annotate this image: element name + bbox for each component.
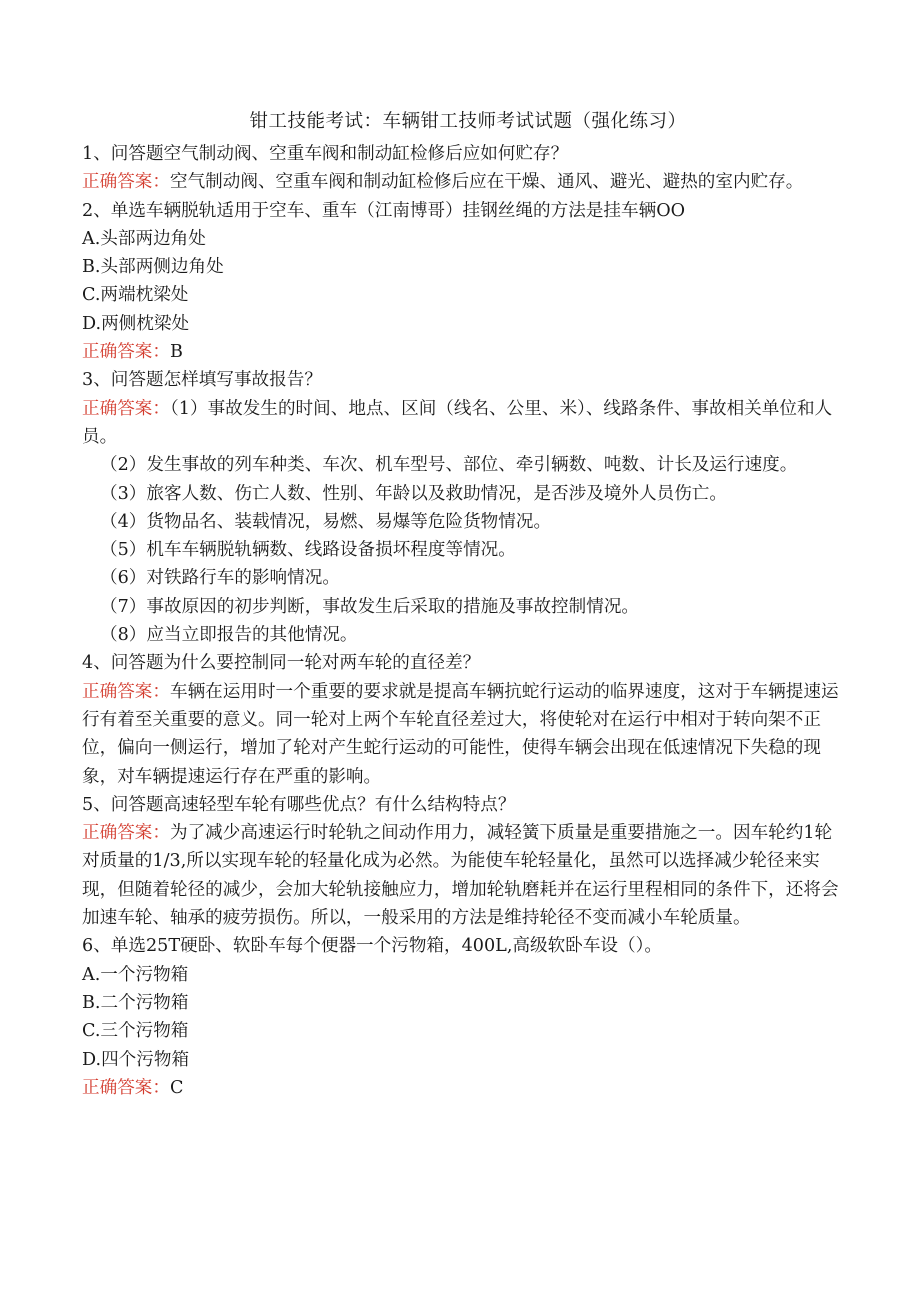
question-3: 3、问答题怎样填写事故报告？ xyxy=(82,370,322,391)
question-6-option-a: A.一个污物箱 xyxy=(82,964,189,985)
answer-6 xyxy=(82,1074,840,1102)
question-2-option-d: D.两侧枕梁处 xyxy=(82,313,190,334)
question-6-option-b: B.二个污物箱 xyxy=(82,992,189,1013)
answer-label: 正确答案： xyxy=(82,342,170,363)
answer-3 xyxy=(82,395,840,452)
answer-3-item-3: （3）旅客人数、伤亡人数、性别、年龄以及救助情况，是否涉及境外人员伤亡。 xyxy=(100,483,727,504)
answer-1 xyxy=(82,168,840,196)
document-title: 钳工技能考试：车辆钳工技师考试试题（强化练习） xyxy=(249,111,687,132)
answer-3-item-8: （8）应当立即报告的其他情况。 xyxy=(100,625,358,646)
question-6: 6、单选25T硬卧、软卧车每个便器一个污物箱，400L,高级软卧车设（）。 xyxy=(82,936,663,957)
answer-label: 正确答案： xyxy=(82,823,170,844)
answer-6-text: C xyxy=(169,1077,184,1098)
question-2-option-a: A.头部两边角处 xyxy=(82,228,206,249)
answer-3-item-4: （4）货物品名、装载情况，易燃、易爆等危险货物情况。 xyxy=(100,511,552,532)
answer-2-text: B xyxy=(169,342,183,363)
answer-label: 正确答案： xyxy=(82,398,170,419)
question-2-option-b: B.头部两侧边角处 xyxy=(82,257,224,278)
answer-5 xyxy=(82,819,840,932)
question-6-option-d: D.四个污物箱 xyxy=(82,1049,190,1070)
answer-4-text: 车辆在运用时一个重要的要求就是提高车辆抗蛇行运动的临界速度，这对于车辆提速运行有着至关重要的意义。同一轮对上两个车轮直径差过大，将使轮对在运行中相对于转向架不正位，偏向一侧运行，增加了轮对产生蛇行运动的可能性，使得车辆会出现在低速情况下失稳的现象，对车辆提速运行存在严重的影响。 xyxy=(82,681,839,787)
question-2: 2、单选车辆脱轨适用于空车、重车（江南博哥）挂钢丝绳的方法是挂车辆OO xyxy=(82,200,686,221)
answer-label: 正确答案： xyxy=(82,681,170,702)
question-6-option-c: C.三个污物箱 xyxy=(82,1021,189,1042)
answer-3-item-6: （6）对铁路行车的影响情况。 xyxy=(100,568,340,589)
question-4: 4、问答题为什么要控制同一轮对两车轮的直径差？ xyxy=(82,653,481,674)
answer-3-text: （1）事故发生的时间、地点、区间（线名、公里、米）、线路条件、事故相关单位和人员。 xyxy=(82,398,833,447)
question-2-option-c: C.两端枕梁处 xyxy=(82,285,189,306)
answer-4 xyxy=(82,678,840,791)
answer-3-item-7: （7）事故原因的初步判断，事故发生后采取的措施及事故控制情况。 xyxy=(100,596,640,617)
document-page xyxy=(82,108,840,1102)
answer-3-item-2: （2）发生事故的列车种类、车次、机车型号、部位、牵引辆数、吨数、计长及运行速度。 xyxy=(100,455,798,476)
answer-2 xyxy=(82,338,840,366)
answer-1-text: 空气制动阀、空重车阀和制动缸检修后应在干燥、通风、避光、避热的室内贮存。 xyxy=(169,172,804,193)
question-1: 1、问答题空气制动阀、空重车阀和制动缸检修后应如何贮存？ xyxy=(82,144,569,164)
answer-label: 正确答案： xyxy=(82,172,170,193)
answer-5-text: 为了减少高速运行时轮轨之间动作用力，减轻簧下质量是重要措施之一。因车轮约1轮对质量的1/3,所以实现车轮的轻量化成为必然。为能使车轮轻量化，虽然可以选择减少轮径来实现，但随着轮径的减少，会加大轮轨接触应力，增加轮轨磨耗并在运行里程相同的条件下，还将会加速车轮、轴承的疲劳损伤。所以，一般采用的方法是维持轮径不变而减小车轮质量。 xyxy=(82,823,839,929)
answer-label: 正确答案： xyxy=(82,1077,170,1098)
question-5: 5、问答题高速轻型车轮有哪些优点？有什么结构特点？ xyxy=(82,794,516,815)
answer-3-item-5: （5）机车车辆脱轨辆数、线路设备损坏程度等情况。 xyxy=(100,540,516,561)
